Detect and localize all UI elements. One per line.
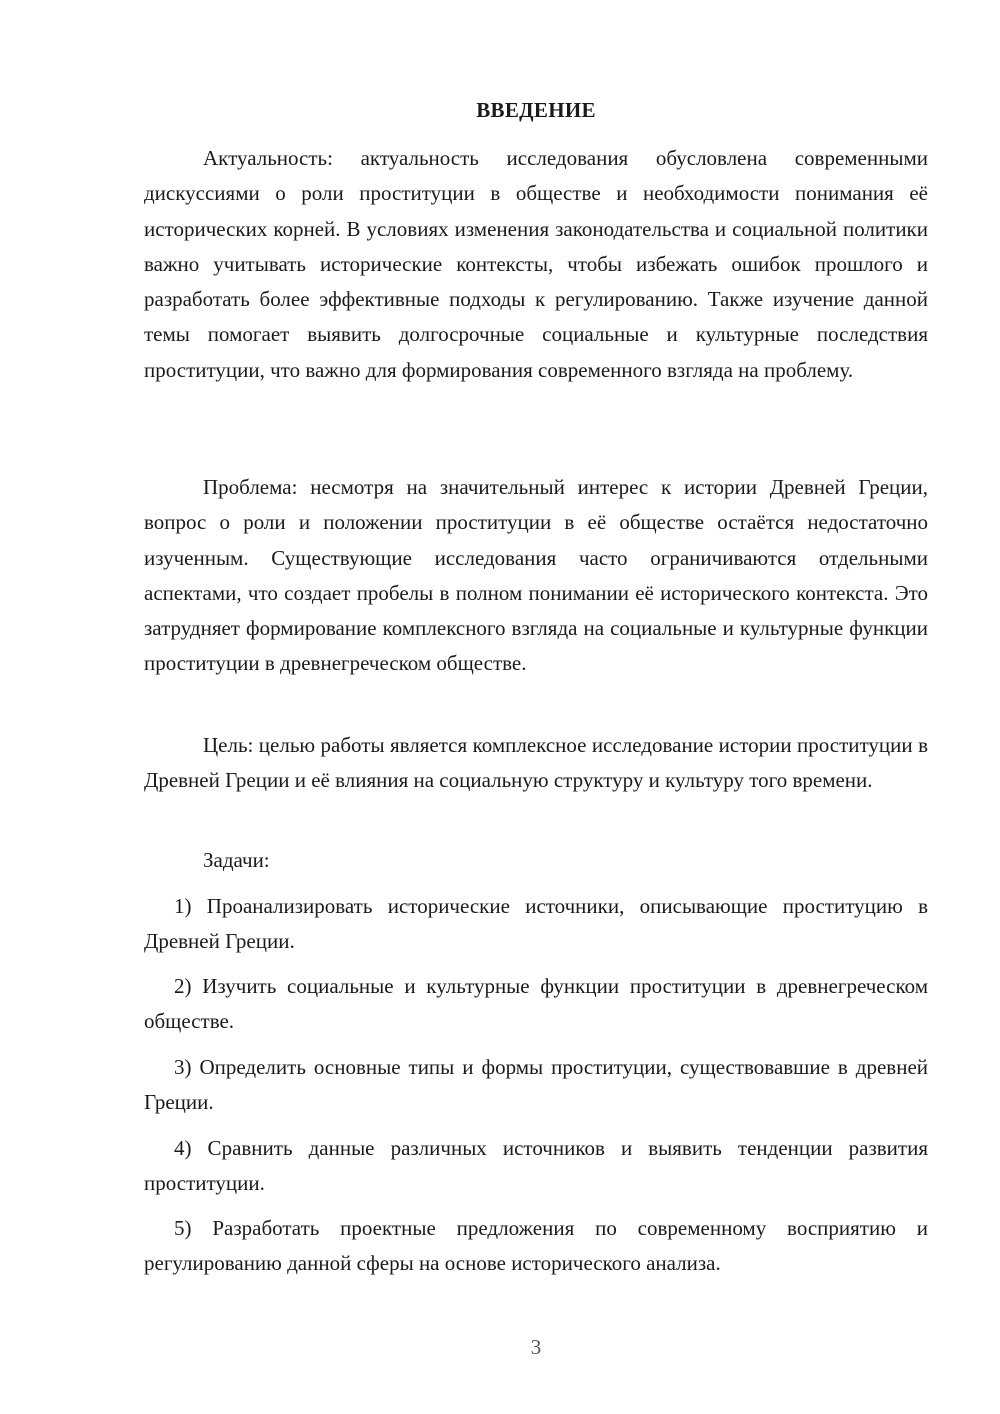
task-item-1: 1) Проанализировать исторические источники, описывающие проституцию в Древней Греции.	[144, 894, 928, 954]
task-item-5: 5) Разработать проектные предложения по современному восприятию и регулированию данной сферы на основе исторического анализа.	[144, 1216, 928, 1276]
goal-paragraph: Цель: целью работы является комплексное исследование истории проституции в Древней Греции и её влияния на социальную структуру и культуру того времени.	[144, 733, 928, 793]
task-item-2: 2) Изучить социальные и культурные функции проституции в древнегреческом обществе.	[144, 974, 928, 1034]
relevance-paragraph: Актуальность: актуальность исследования обусловлена современными дискуссиями о роли проституции в обществе и необходимости понимания её исторических корней. В условиях изменения законодательства и социальной политики важно учитывать исторические контексты, чтобы избежать ошибок прошлого и разработать более эффективные подходы к регулированию. Также изучение данной темы помогает выявить долгосрочные социальные и культурные последствия проституции, что важно для формирования современного взгляда на проблему.	[144, 146, 928, 382]
page-number: 3	[530, 1335, 542, 1359]
tasks-heading: Задачи:	[203, 848, 270, 872]
task-item-3: 3) Определить основные типы и формы проституции, существовавшие в древней Греции.	[144, 1055, 928, 1115]
section-title: ВВЕДЕНИЕ	[476, 98, 596, 122]
problem-paragraph: Проблема: несмотря на значительный интерес к истории Древней Греции, вопрос о роли и положении проституции в её обществе остаётся недостаточно изученным. Существующие исследования часто ограничиваются отдельными аспектами, что создает пробелы в полном понимании её исторического контекста. Это затрудняет формирование комплексного взгляда на социальные и культурные функции проституции в древнегреческом обществе.	[144, 475, 928, 676]
task-item-4: 4) Сравнить данные различных источников и выявить тенденции развития проституции.	[144, 1136, 928, 1196]
